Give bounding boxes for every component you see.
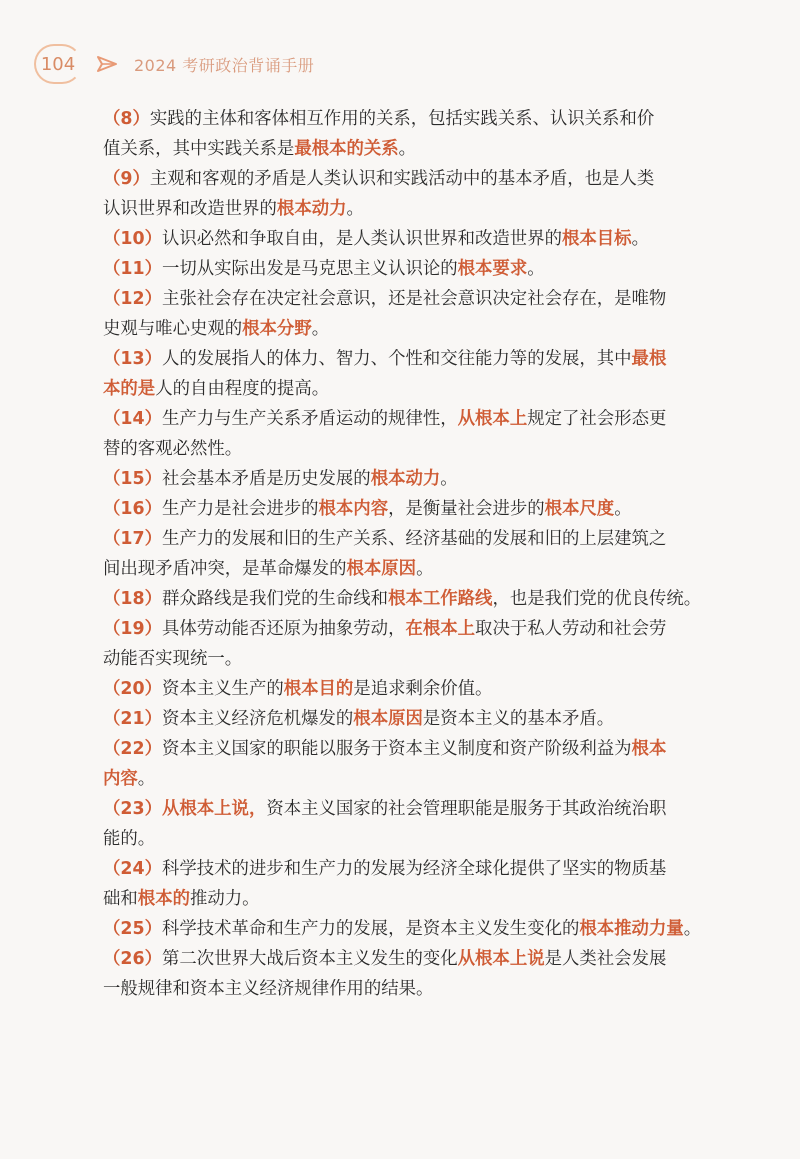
text-line <box>103 614 738 644</box>
text-line <box>103 914 738 944</box>
item-number: （22） <box>103 739 162 759</box>
highlight-text: 根本动力 <box>370 469 441 489</box>
text-line <box>103 164 738 194</box>
text-line <box>103 854 738 884</box>
highlight-text: 根本工作路线 <box>388 589 493 609</box>
text-line <box>103 134 738 164</box>
item-number: （16） <box>103 499 162 519</box>
body-text: 生产力与生产关系矛盾运动的规律性， <box>161 409 458 429</box>
book-title: 2024 考研政治背诵手册 <box>134 55 315 75</box>
bullet-list <box>103 104 738 1004</box>
highlight-text: 根本尺度 <box>544 499 615 519</box>
highlight-text: 从根本上说 <box>457 949 545 969</box>
text-line <box>103 704 738 734</box>
body-text: 一切从实际出发是马克思主义认识论的 <box>161 259 458 279</box>
highlight-text: 最根本的关系 <box>294 139 399 159</box>
item-number: （23） <box>103 799 162 819</box>
text-line <box>103 434 738 464</box>
list-item <box>103 854 738 914</box>
body-text: 资本主义国家的社会管理职能是服务于其政治统治职 <box>266 799 667 819</box>
paper-plane-icon-svg <box>96 53 118 75</box>
item-number: （11） <box>103 259 162 279</box>
highlight-text: 根本原因 <box>346 559 417 579</box>
list-item <box>103 104 738 164</box>
item-number: （15） <box>103 469 162 489</box>
item-number: （24） <box>103 859 162 879</box>
item-number: （9） <box>103 169 150 189</box>
body-text: ，也是我们党的优良传统。 <box>492 589 702 609</box>
text-line <box>103 374 738 404</box>
list-item <box>103 284 738 344</box>
body-text: 。 <box>683 919 702 939</box>
highlight-text: 根本 <box>631 739 667 759</box>
body-text: 史观与唯心史观的 <box>103 319 243 339</box>
body-text: 群众路线是我们党的生命线和 <box>161 589 389 609</box>
text-line <box>103 554 738 584</box>
page-header <box>34 42 314 86</box>
item-number: （25） <box>103 919 162 939</box>
highlight-text: 从根本上说， <box>161 799 267 819</box>
text-line <box>103 674 738 704</box>
text-line <box>103 884 738 914</box>
body-text: 第二次世界大战后资本主义发生的变化 <box>161 949 458 969</box>
body-text: 。 <box>631 229 649 249</box>
text-line <box>103 824 738 854</box>
body-text: 资本主义国家的职能以服务于资本主义制度和资产阶级利益为 <box>161 739 632 759</box>
body-text: 认识世界和改造世界的 <box>103 199 277 219</box>
text-line <box>103 464 738 494</box>
body-text: 科学技术的进步和生产力的发展为经济全球化提供了坚实的物质基 <box>161 859 667 879</box>
list-item <box>103 254 738 284</box>
text-line <box>103 194 738 224</box>
text-line <box>103 944 738 974</box>
body-text: 规定了社会形态更 <box>527 409 667 429</box>
list-item <box>103 614 738 674</box>
highlight-text: 根本内容 <box>318 499 389 519</box>
body-text: 。 <box>346 199 364 219</box>
body-text: 。 <box>398 139 417 159</box>
highlight-text: 根本要求 <box>457 259 528 279</box>
highlight-text: 本的是 <box>103 379 156 399</box>
text-line <box>103 224 738 254</box>
list-item <box>103 164 738 224</box>
body-text: 替的客观必然性。 <box>103 439 243 459</box>
body-text: 能的。 <box>103 829 156 849</box>
list-item <box>103 674 738 704</box>
item-number: （26） <box>103 949 162 969</box>
item-number: （10） <box>103 229 162 249</box>
body-text: 。 <box>527 259 545 279</box>
highlight-text: 根本目的 <box>283 679 354 699</box>
body-text: 间出现矛盾冲突，是革命爆发的 <box>103 559 347 579</box>
list-item <box>103 224 738 254</box>
body-text: 主张社会存在决定社会意识，还是社会意识决定社会存在，是唯物 <box>161 289 667 309</box>
text-line <box>103 794 738 824</box>
highlight-text: 根本目标 <box>561 229 632 249</box>
list-item <box>103 944 738 1004</box>
text-line <box>103 344 738 374</box>
body-text: 是资本主义的基本矛盾。 <box>422 709 615 729</box>
body-text: 生产力是社会进步的 <box>161 499 319 519</box>
highlight-text: 根本动力 <box>276 199 347 219</box>
item-number: （21） <box>103 709 162 729</box>
body-text: 值关系，其中实践关系是 <box>103 139 295 159</box>
text-line <box>103 104 738 134</box>
highlight-text: 根本分野 <box>242 319 312 339</box>
body-text: 础和 <box>103 889 138 909</box>
list-item <box>103 494 738 524</box>
body-text: 是追求剩余价值。 <box>353 679 493 699</box>
body-text: 主观和客观的矛盾是人类认识和实践活动中的基本矛盾，也是人类 <box>149 169 655 189</box>
highlight-text: 内容 <box>103 769 138 789</box>
body-text: 具体劳动能否还原为抽象劳动， <box>161 619 406 639</box>
text-line <box>103 974 738 1004</box>
highlight-text: 根本原因 <box>353 709 423 729</box>
body-text: 。 <box>311 319 330 339</box>
text-line <box>103 584 738 614</box>
text-line <box>103 284 738 314</box>
item-number: （19） <box>103 619 162 639</box>
body-text: 是人类社会发展 <box>544 949 667 969</box>
body-text: ，是衡量社会进步的 <box>388 499 545 519</box>
list-item <box>103 464 738 494</box>
list-item <box>103 734 738 794</box>
body-text: 社会基本矛盾是历史发展的 <box>161 469 371 489</box>
text-line <box>103 254 738 284</box>
highlight-text: 最根 <box>631 349 667 369</box>
highlight-text: 在根本上 <box>405 619 476 639</box>
text-line <box>103 494 738 524</box>
item-number: （8） <box>103 109 150 129</box>
text-line <box>103 524 738 554</box>
body-text: 人的发展指人的体力、智力、个性和交往能力等的发展，其中 <box>161 349 632 369</box>
item-number: （17） <box>103 529 162 549</box>
page-number: 104 <box>34 44 82 84</box>
body-text: 科学技术革命和生产力的发展，是资本主义发生变化的 <box>161 919 580 939</box>
highlight-text: 从根本上 <box>457 409 528 429</box>
highlight-text: 根本的 <box>137 889 190 909</box>
body-text: 资本主义生产的 <box>161 679 284 699</box>
text-line <box>103 314 738 344</box>
body-text: 。 <box>416 559 434 579</box>
item-number: （18） <box>103 589 162 609</box>
body-text: 推动力。 <box>189 889 260 909</box>
body-text: 人的自由程度的提高。 <box>155 379 330 399</box>
list-item <box>103 584 738 614</box>
body-text: 。 <box>137 769 156 789</box>
list-item <box>103 914 738 944</box>
body-text: 认识必然和争取自由，是人类认识世界和改造世界的 <box>161 229 562 249</box>
list-item <box>103 524 738 584</box>
list-item <box>103 704 738 734</box>
item-number: （12） <box>103 289 162 309</box>
text-line <box>103 644 738 674</box>
body-text: 一般规律和资本主义经济规律作用的结果。 <box>103 979 434 999</box>
text-line <box>103 734 738 764</box>
body-text: 取决于私人劳动和社会劳 <box>475 619 667 639</box>
list-item <box>103 794 738 854</box>
body-text: 资本主义经济危机爆发的 <box>161 709 354 729</box>
body-text: 。 <box>614 499 632 519</box>
body-text: 。 <box>440 469 458 489</box>
text-line <box>103 404 738 434</box>
body-text: 生产力的发展和旧的生产关系、经济基础的发展和旧的上层建筑之 <box>161 529 667 549</box>
item-number: （13） <box>103 349 162 369</box>
paper-plane-icon <box>96 53 118 75</box>
item-number: （14） <box>103 409 162 429</box>
list-item <box>103 404 738 464</box>
item-number: （20） <box>103 679 162 699</box>
highlight-text: 根本推动力量 <box>579 919 684 939</box>
body-text: 实践的主体和客体相互作用的关系，包括实践关系、认识关系和价 <box>149 109 655 129</box>
text-line <box>103 764 738 794</box>
list-item <box>103 344 738 404</box>
body-text: 动能否实现统一。 <box>103 649 243 669</box>
